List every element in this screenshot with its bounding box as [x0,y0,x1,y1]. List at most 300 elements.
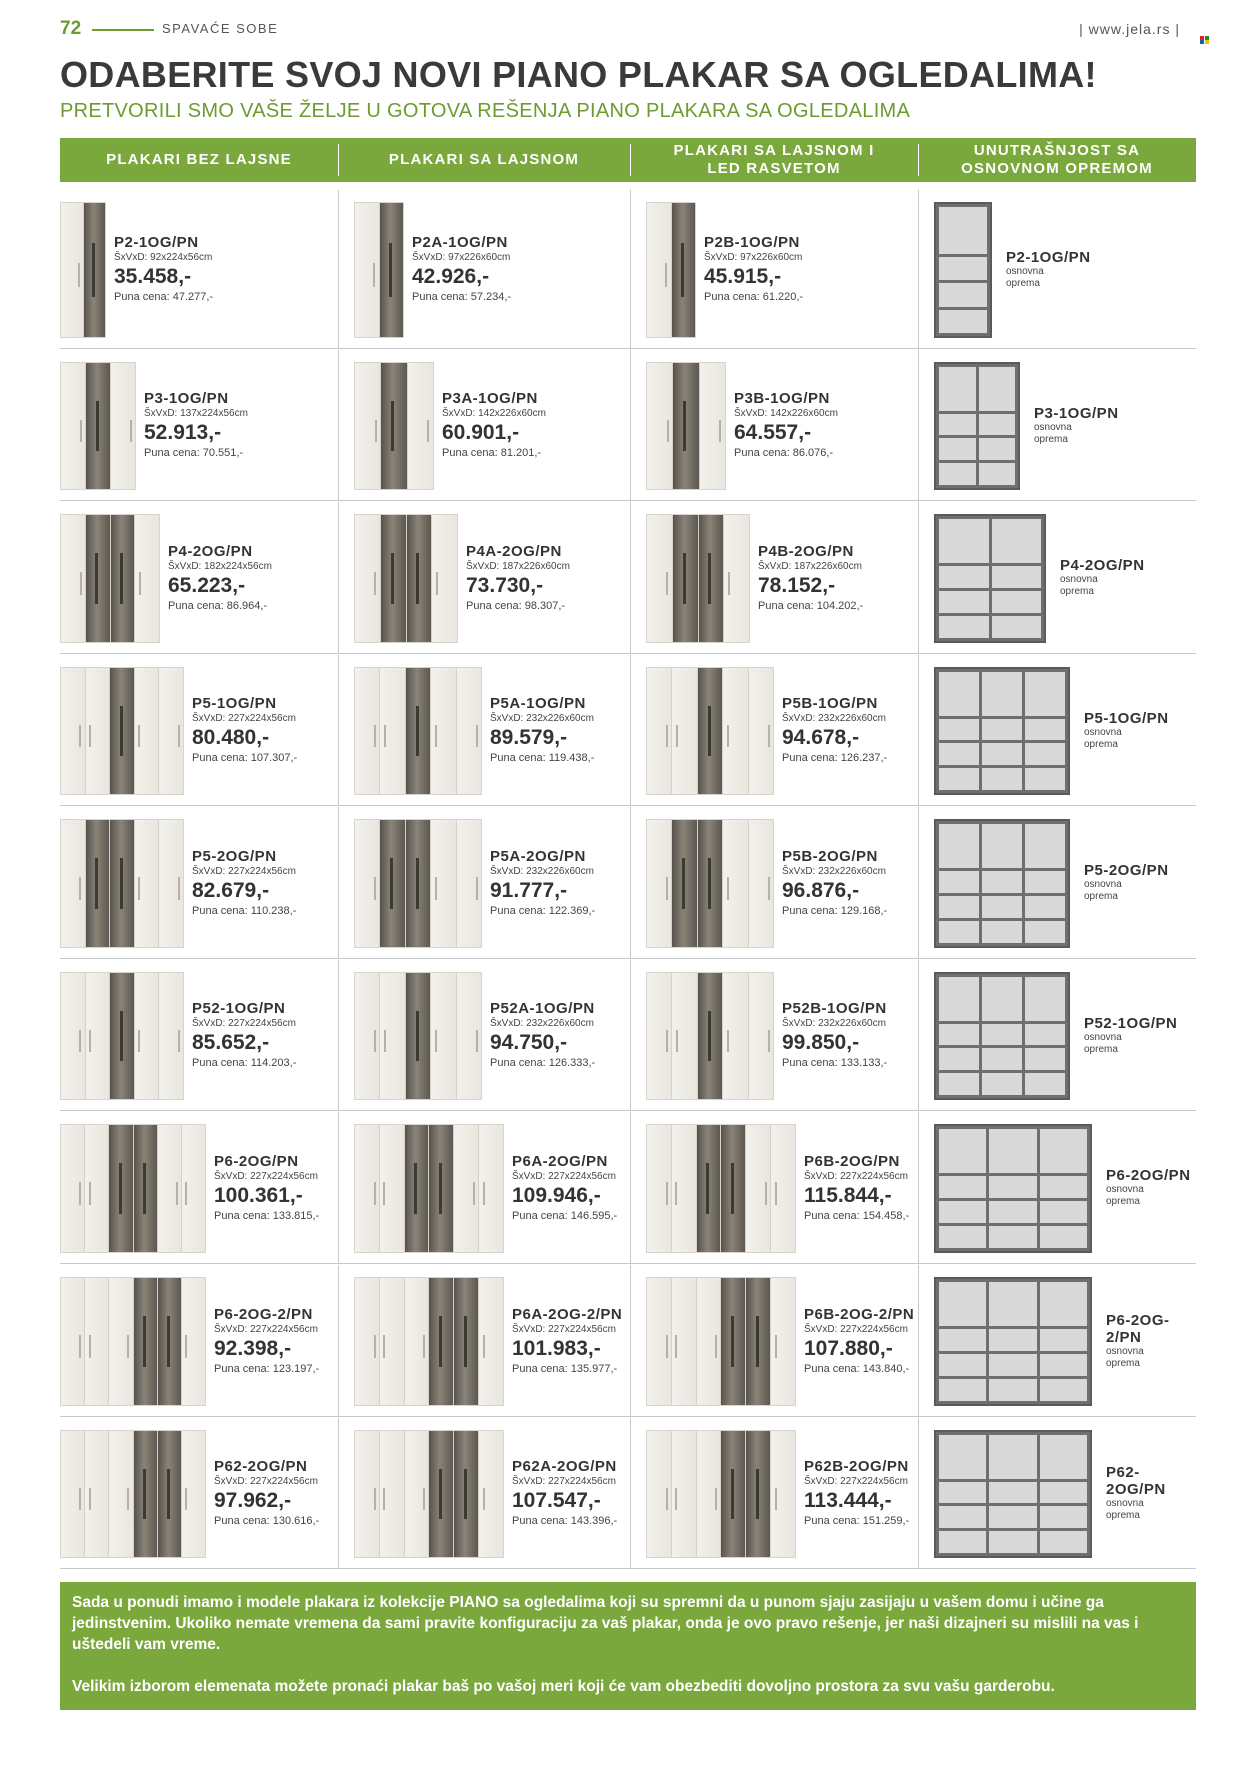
product-card[interactable] [646,502,918,653]
mirror-door [672,203,696,337]
product-price: 45.915,- [704,265,782,288]
product-card[interactable] [646,960,918,1110]
door-handle [676,1030,678,1053]
product-info [214,1265,319,1416]
shelf-compartment [1040,1329,1087,1351]
shelf-compartment [939,871,979,893]
wardrobe-door [159,820,183,947]
full-price-value: 154.458,- [862,1209,910,1222]
door-handle [436,572,438,595]
plant-reflection [119,1163,122,1214]
product-info [412,190,511,348]
wardrobe-door [380,973,405,1099]
interior-code: P6-2OG-2/PN [1106,1311,1170,1346]
dimensions-value: 227x224x56cm [228,1018,296,1029]
product-card[interactable] [354,1112,630,1263]
product-card[interactable] [646,1112,918,1263]
dimensions-label: ŠxVxD: [490,713,524,724]
product-info [782,960,887,1110]
wardrobe-door [85,1431,109,1557]
dimensions-label: ŠxVxD: [490,1018,524,1029]
dimensions-value: 137x224x56cm [180,408,248,419]
interior-card[interactable] [918,1265,1196,1416]
full-price-value: 133.815,- [272,1209,320,1222]
full-price-value: 151.259,- [862,1515,910,1527]
shelf-compartment [939,1176,986,1198]
product-code: P5A-1OG/PN [490,695,586,712]
wardrobe-interior-image [934,1124,1092,1253]
shelf-compartment [939,310,987,333]
wardrobe-door [723,820,748,947]
wardrobe-door [85,1278,109,1405]
full-price-value: 57.234,- [470,291,512,303]
door-handle [383,1488,385,1511]
mirror-door [110,973,135,1099]
door-handle [178,877,180,900]
product-dimensions [512,1324,622,1336]
product-price: 85.652,- [192,1031,270,1054]
website-link[interactable]: | www.jela.rs | [1079,21,1180,37]
mirror-door [110,668,135,794]
shelf-compartment [939,1048,979,1070]
wardrobe-door [355,363,381,489]
product-info [782,807,887,958]
interior-card[interactable] [918,960,1196,1110]
shelf-compartment [982,1073,1022,1095]
product-code: P6A-2OG/PN [512,1152,608,1170]
product-info [192,655,297,805]
wardrobe-door [109,1278,133,1405]
interior-card[interactable] [918,502,1196,653]
full-price [192,904,296,918]
door-handle [89,1030,91,1053]
shelf-compartment [939,591,989,613]
shelf-compartment [982,824,1022,868]
shelf-compartment [1040,1226,1087,1248]
shelf-compartment [939,1024,979,1046]
shelf-compartment [979,463,1016,485]
product-code: P62B-2OG/PN [804,1458,909,1475]
shelf-compartment [989,1226,1036,1248]
full-price-label: Puna cena: [804,1515,860,1527]
plant-reflection [389,243,392,297]
shelf-compartment [979,367,1016,411]
shelf-compartment [989,1354,1036,1376]
column-divider [630,1265,631,1416]
shelf-compartment [939,1435,986,1479]
interior-card[interactable] [918,190,1196,348]
product-card[interactable] [646,655,918,805]
wardrobe-image [646,972,774,1100]
shelf-compartment [1040,1176,1087,1198]
mirror-door [380,820,405,947]
door-handle [665,263,667,287]
wardrobe-image [354,667,482,795]
dimensions-label: ŠxVxD: [734,408,768,419]
interior-card[interactable] [918,807,1196,958]
product-card[interactable] [60,190,338,348]
product-price: 96.876,- [782,878,860,902]
dimensions-value: 187x226x60cm [502,560,570,572]
product-card[interactable] [60,1112,338,1263]
wardrobe-door [159,973,183,1099]
product-code: P6-2OG-2/PN [214,1305,313,1323]
mirror-door [406,973,431,1099]
dimensions-label: ŠxVxD: [192,1018,226,1029]
dimensions-label: ŠxVxD: [214,1323,248,1335]
door-handle [666,1488,668,1511]
full-price-value: 129.168,- [840,904,888,917]
product-info [490,960,595,1110]
wardrobe-door [647,203,672,337]
product-card[interactable] [354,960,630,1110]
wardrobe-door [724,515,749,642]
product-card[interactable] [60,1418,338,1568]
product-card[interactable] [60,1265,338,1416]
wardrobe-door [647,1278,672,1405]
product-code: P52B-1OG/PN [782,1000,887,1017]
wardrobe-image [646,1277,796,1406]
mirror-door [429,1278,454,1405]
shelf-compartment [982,1024,1022,1046]
product-card[interactable] [354,190,630,348]
product-card[interactable] [60,350,338,500]
dimensions-value: 227x224x56cm [548,1323,616,1335]
product-card[interactable] [354,502,630,653]
full-price-label: Puna cena: [192,1057,248,1069]
shelf-compartment [982,719,1022,741]
door-handle [373,263,375,287]
full-price-value: 123.197,- [272,1362,320,1375]
mirror-door [134,1278,158,1405]
interior-code: P5-2OG/PN [1084,862,1169,879]
product-code: P3A-1OG/PN [442,390,538,407]
full-price-value: 86.076,- [792,447,834,459]
column-divider [630,655,631,805]
interior-card[interactable] [918,655,1196,805]
plant-reflection [167,1316,170,1367]
product-dimensions [214,1476,319,1488]
plant-reflection [731,1469,734,1519]
dimensions-value: 227x224x56cm [250,1323,318,1335]
plant-reflection [391,401,394,451]
shelf-compartment [1025,871,1065,893]
product-card[interactable] [60,960,338,1110]
full-price-value: 61.220,- [762,291,804,303]
interior-card[interactable] [918,1112,1196,1263]
product-dimensions [214,1324,319,1336]
column-divider [338,1265,339,1416]
door-handle [666,1335,668,1358]
shelf-compartment [939,1226,986,1248]
full-price-label: Puna cena: [192,752,248,764]
interior-info [1084,655,1169,805]
door-handle [775,1488,777,1511]
product-dimensions [144,408,248,420]
interior-card[interactable] [918,350,1196,500]
wardrobe-interior-image [934,362,1020,490]
product-dimensions [804,1171,909,1183]
product-price: 35.458,- [114,265,192,288]
plant-reflection [414,1163,417,1214]
full-price [114,290,213,304]
dimensions-label: ŠxVxD: [442,408,476,419]
door-handle [676,725,678,748]
interior-code: P4-2OG/PN [1060,557,1145,574]
door-handle [775,1182,777,1205]
shelf-compartment [939,1329,986,1351]
product-card[interactable] [354,807,630,958]
door-handle [185,1488,187,1511]
wardrobe-door [355,668,380,794]
product-dimensions [782,1018,887,1030]
shelf-compartment [1040,1506,1087,1528]
wardrobe-image [646,1430,796,1558]
shelf-compartment [989,1129,1036,1173]
product-info [758,502,863,653]
product-price: 94.678,- [782,726,860,749]
mirror-door [673,363,699,489]
shelf-compartment [939,743,979,765]
wardrobe-door [749,973,773,1099]
product-card[interactable] [354,350,630,500]
dimensions-value: 232x226x60cm [526,1018,594,1029]
shelf-compartment [1040,1482,1087,1504]
full-price-value: 130.616,- [272,1515,320,1527]
mirror-door [406,820,431,947]
full-price-value: 110.238,- [250,904,297,917]
mirror-door [381,363,407,489]
product-card[interactable] [646,1418,918,1568]
shelf-compartment [1040,1201,1087,1223]
door-handle [79,725,81,748]
door-handle [666,725,668,748]
door-handle [715,1335,717,1358]
full-price [168,599,272,613]
shelf-compartment [1040,1435,1087,1479]
wardrobe-door [457,668,481,794]
dimensions-label: ŠxVxD: [144,408,178,419]
footer-note [60,1582,1196,1710]
product-code: P52A-1OG/PN [490,1000,595,1017]
product-row [60,502,1196,654]
column-divider [338,1418,339,1568]
shelf-compartment [1025,1048,1065,1070]
product-price: 107.880,- [804,1336,893,1360]
plant-reflection [143,1316,146,1367]
column-divider [630,350,631,500]
shelf-compartment [939,1354,986,1376]
dimensions-value: 227x224x56cm [250,1170,318,1182]
dimensions-label: ŠxVxD: [512,1170,546,1182]
shelf-compartment [939,672,979,716]
plant-reflection [708,553,711,604]
wardrobe-image [354,1430,504,1558]
product-card[interactable] [60,655,338,805]
mirror-door [698,820,723,947]
full-price-label: Puna cena: [512,1362,568,1375]
mirror-door [158,1431,182,1557]
dimensions-label: ŠxVxD: [214,1170,248,1182]
full-price [490,751,594,765]
product-price: 115.844,- [804,1183,892,1207]
column-divider [338,350,339,500]
full-price-label: Puna cena: [490,1057,546,1069]
footer-paragraph: Velikim izborom elemenata možete pronaći plakar baš po vašoj meri koji će vam obezbediti dovoljno prostora za svu vašu garderobu. [72,1678,1055,1695]
plant-reflection [681,243,684,297]
product-price: 92.398,- [214,1336,292,1360]
full-price [804,1514,909,1528]
door-handle [374,725,376,748]
interior-card[interactable] [918,1418,1196,1568]
product-price: 82.679,- [192,878,270,902]
column-header: PLAKARI SA LAJSNOM I LED RASVETOM [630,138,918,182]
color-dots-icon [1200,36,1210,44]
product-info [512,1112,617,1263]
door-handle [79,1335,81,1358]
product-card[interactable] [354,655,630,805]
product-dimensions [704,252,803,264]
dimensions-value: 227x224x56cm [548,1476,616,1487]
product-card[interactable] [646,190,918,348]
product-info [512,1265,622,1416]
shelf-compartment [1025,896,1065,918]
shelf-compartment [982,1048,1022,1070]
wardrobe-door [61,203,84,337]
door-handle [727,725,729,748]
wardrobe-image [646,362,726,490]
column-divider [338,190,339,348]
wardrobe-interior-image [934,1277,1092,1406]
plant-reflection [95,858,98,909]
mirror-door [698,668,723,794]
plant-reflection [95,553,98,604]
dimensions-label: ŠxVxD: [782,865,816,877]
product-row [60,190,1196,349]
full-price-label: Puna cena: [412,291,468,303]
product-info [490,655,594,805]
product-price: 109.946,- [512,1183,601,1207]
door-handle [138,1030,140,1053]
plant-reflection [416,858,419,909]
wardrobe-door [723,973,748,1099]
full-price-label: Puna cena: [466,599,522,612]
wardrobe-door [431,973,456,1099]
shelf-compartment [939,1282,986,1326]
shelf-compartment [992,566,1042,588]
full-price [442,446,546,460]
product-card[interactable] [646,807,918,958]
shelf-compartment [982,977,1022,1021]
door-handle [675,1335,677,1358]
dimensions-label: ŠxVxD: [804,1476,838,1487]
shelf-compartment [989,1176,1036,1198]
product-card[interactable] [354,1418,630,1568]
shelf-compartment [1025,672,1065,716]
dimensions-value: 232x226x60cm [526,865,594,877]
dimensions-value: 227x224x56cm [840,1170,908,1182]
door-handle [384,725,386,748]
shelf-compartment [939,1073,979,1095]
product-card[interactable] [646,1265,918,1416]
wardrobe-image [646,819,774,948]
product-price: 78.152,- [758,573,836,597]
plant-reflection [92,243,95,297]
wardrobe-door [432,515,457,642]
shelf-compartment [939,1201,986,1223]
wardrobe-door [771,1278,795,1405]
full-price [412,290,511,304]
product-card[interactable] [354,1265,630,1416]
door-handle [79,877,81,900]
wardrobe-door [746,1125,771,1252]
product-price: 60.901,- [442,421,520,444]
shelf-compartment [939,824,979,868]
door-handle [79,1182,81,1205]
product-dimensions [490,1018,595,1030]
interior-info [1084,960,1177,1110]
door-handle [768,725,770,748]
product-info [442,350,546,500]
shelf-compartment [939,616,989,638]
wardrobe-image [646,514,750,643]
product-code: P6-2OG/PN [214,1152,299,1170]
door-handle [375,420,377,443]
shelf-compartment [982,871,1022,893]
wardrobe-image [354,202,404,338]
wardrobe-interior-image [934,819,1070,948]
header-rule [92,29,154,31]
door-handle [89,1335,91,1358]
wardrobe-door [457,820,481,947]
door-handle [138,725,140,748]
product-card[interactable] [60,502,338,653]
shelf-compartment [989,1435,1036,1479]
full-price-label: Puna cena: [734,447,790,459]
full-price-value: 98.307,- [524,599,566,612]
wardrobe-door [355,515,381,642]
plant-reflection [683,553,686,604]
full-price-value: 122.369,- [548,904,596,917]
dimensions-value: 232x226x60cm [818,713,886,724]
shelf-compartment [1040,1354,1087,1376]
plant-reflection [706,1163,709,1214]
mirror-door [721,1278,746,1405]
shelf-compartment [1040,1282,1087,1326]
wardrobe-image [60,1430,206,1558]
wardrobe-door [408,363,433,489]
product-card[interactable] [646,350,918,500]
dimensions-value: 227x224x56cm [228,865,296,877]
product-info [512,1418,617,1568]
dimensions-label: ŠxVxD: [412,252,446,263]
section-title: SPAVAĆE SOBE [162,21,279,36]
interior-info [1006,190,1091,348]
shelf-compartment [1025,768,1065,790]
wardrobe-door [182,1431,205,1557]
door-handle [476,1030,478,1053]
full-price-value: 107.307,- [250,752,298,764]
product-card[interactable] [60,807,338,958]
full-price-label: Puna cena: [192,904,248,917]
mirror-door [721,1125,746,1252]
door-handle [728,572,730,595]
wardrobe-door [355,1431,380,1557]
product-info [192,960,296,1110]
door-handle [127,1488,129,1511]
mirror-door [406,668,431,794]
wardrobe-image [354,1277,504,1406]
